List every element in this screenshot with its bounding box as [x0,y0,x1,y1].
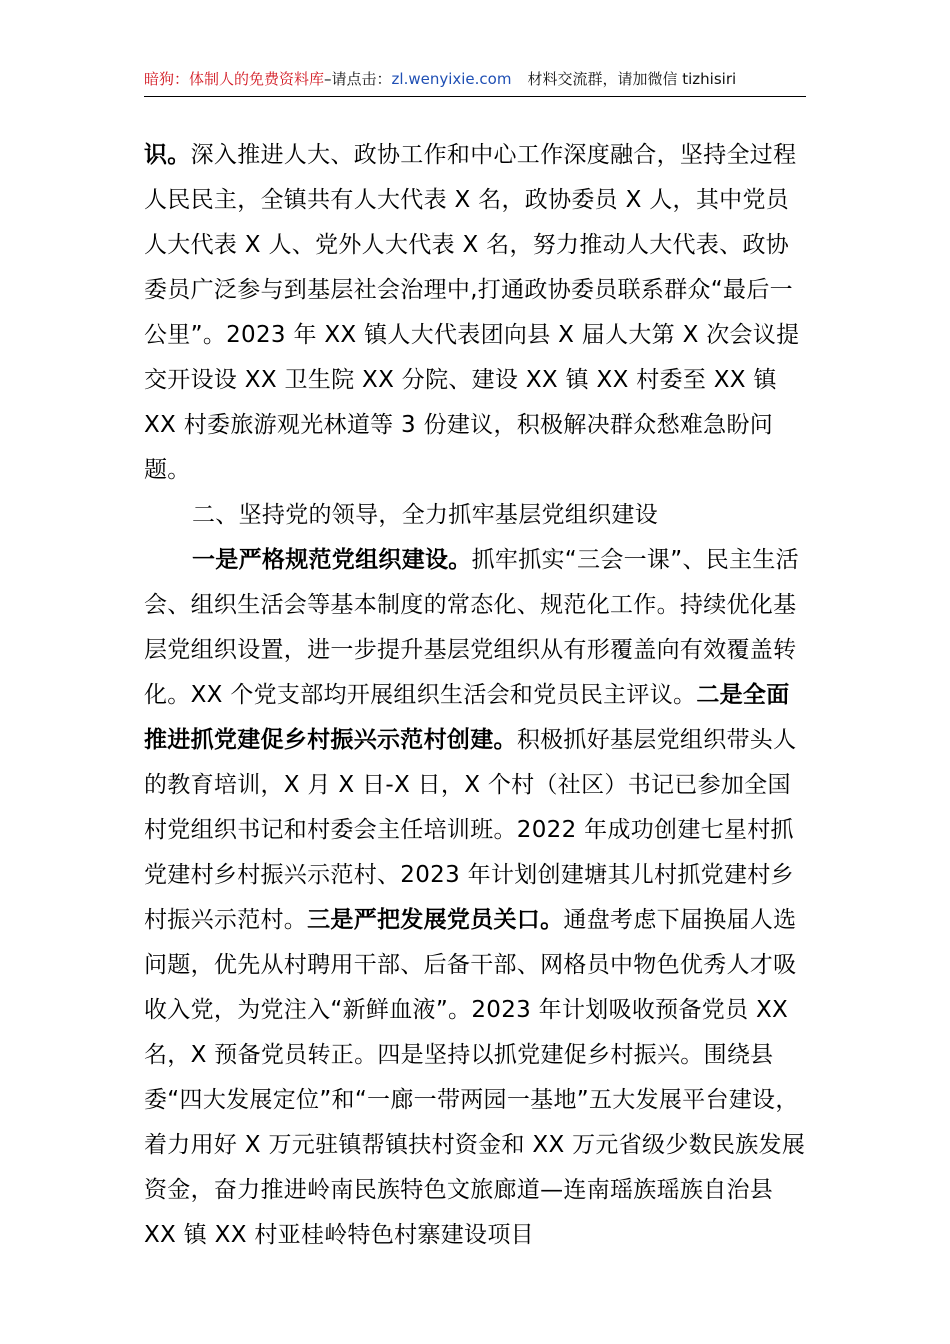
header-site-name: 暗狗：体制人的免费资料库 [144,70,325,88]
header-url-link[interactable]: zl.wenyixie.com [391,70,512,88]
paragraph-2-text-1: 抓牢抓实“三会一课”、民主生活会、组织生活会等基本制度的常态化、规范化工作。持续优化基层党组织设置，进一步提升基层党组织从有形覆盖向有效覆盖转化。XX 个党支部均开展组织生活会和党员民主评议。 [144,547,799,708]
paragraph-2-bold-1: 一是严格规范党组织建设。 [192,547,472,573]
section-heading: 二、坚持党的领导，全力抓牢基层党组织建设 [192,502,658,528]
paragraph-2-text-3: 通盘考虑下届换届人选问题，优先从村聘用干部、后备干部、网格员中物色优秀人才吸收入党，为党注入“新鲜血液”。2023 年计划吸收预备党员 XX 名，X 预备党员转正。四是坚持以抓党建促乡村振兴。围绕县委“四大发展定位”和“一廊一带两园一基地”五大发展平台建设，着力用好 X 万元驻镇帮镇扶村资金和 XX 万元省级少数民族发展资金，奋力推进岭南民族特色文旅廊道—连南瑶族瑶族自治县 XX 镇 XX 村亚桂岭特色村寨建设项目 [144,907,806,1248]
document-body [144,133,810,1258]
header-click-prompt: –请点击： [324,70,392,88]
paragraph-1-text: 深入推进人大、政协工作和中心工作深度融合，坚持全过程人民民主，全镇共有人大代表 X 名，政协委员 X 人，其中党员人大代表 X 人、党外人大代表 X 名，努力推动人大代表、政协委员广泛参与到基层社会治理中,打通政协委员联系群众“最后一公里”。2023 年 XX 镇人大代表团向县 X 届人大第 X 次会议提交开设设 XX 卫生院 XX 分院、建设 XX 镇 XX 村委至 XX 镇 XX 村委旅游观光林道等 3 份建议，积极解决群众愁难急盼问题。 [144,142,800,483]
paragraph-1 [144,133,810,493]
paragraph-1-lead: 识。 [144,142,191,168]
paragraph-2 [144,538,810,1258]
page-header [144,66,806,97]
paragraph-2-bold-2: 二是全面推进抓党建促乡村振兴示范村创建。 [144,682,790,753]
paragraph-2-text-2: 积极抓好基层党组织带头人的教育培训，X 月 X 日-X 日，X 个村（社区）书记已参加全国村党组织书记和村委会主任培训班。2022 年成功创建七星村抓党建村乡村振兴示范村、2023 年计划创建塘其儿村抓党建村乡村振兴示范村。 [144,727,797,933]
header-wechat-note: 材料交流群，请加微信 tizhisiri [527,70,737,88]
paragraph-2-bold-3: 三是严把发展党员关口。 [307,907,564,933]
